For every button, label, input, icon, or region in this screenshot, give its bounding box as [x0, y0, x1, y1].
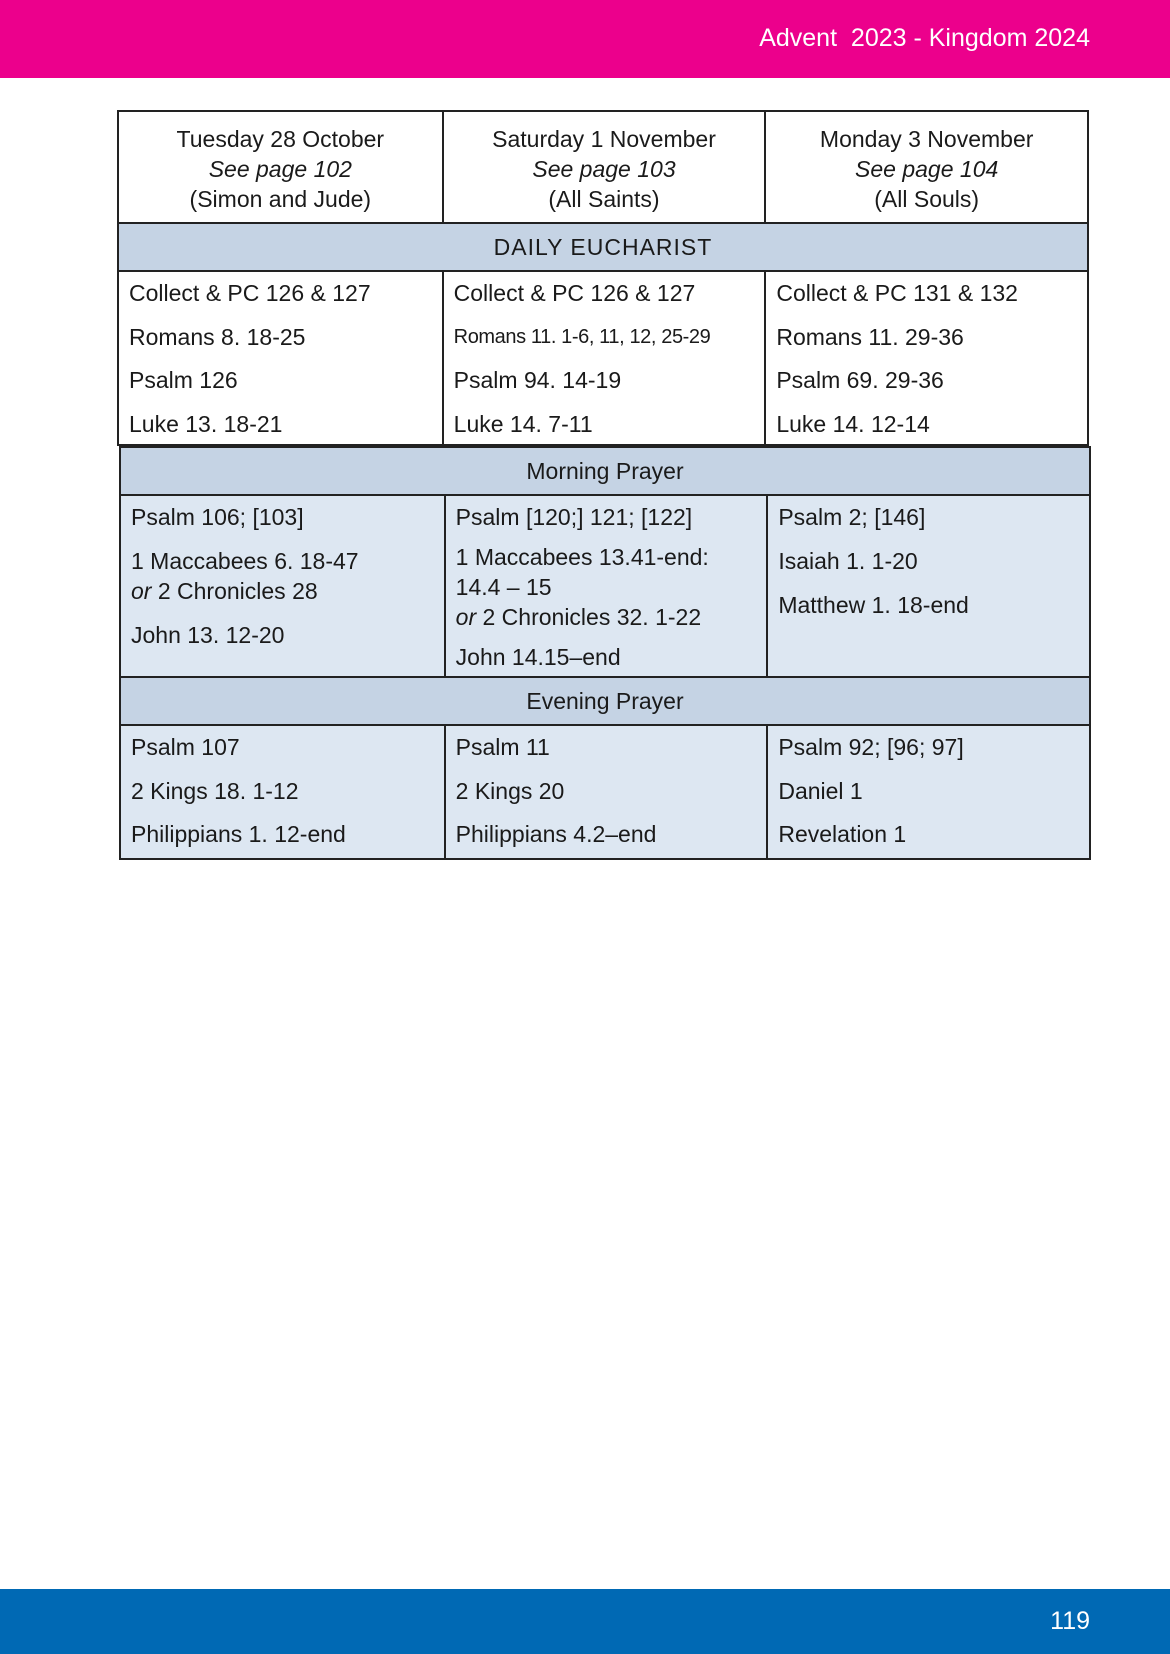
second-reading: Revelation 1 — [778, 821, 907, 847]
prayer-block — [119, 446, 1091, 860]
second-reading: Philippians 4.2–end — [455, 821, 657, 847]
footer-band — [0, 1589, 1170, 1654]
gospel: John 13. 12-20 — [131, 622, 285, 648]
column-feast: (Simon and Jude) — [189, 186, 372, 212]
first-reading: Isaiah 1. 1-20 — [778, 548, 918, 574]
eucharist-cell-3 — [764, 272, 1087, 444]
eucharist-cell-1 — [119, 272, 442, 444]
column-header-1 — [119, 112, 442, 222]
alternative-reading — [131, 576, 444, 606]
first-reading: 2 Kings 18. 1-12 — [131, 777, 299, 804]
first-reading: 2 Kings 20 — [455, 777, 565, 804]
psalm: Psalm 106; [103] — [131, 504, 304, 530]
or-label: or — [455, 604, 477, 630]
first-reading: Daniel 1 — [778, 777, 863, 804]
evening-prayer-row — [119, 726, 1091, 860]
evening-cell-1 — [121, 726, 444, 858]
gospel: Matthew 1. 18-end — [778, 592, 969, 618]
collect: Collect & PC 131 & 132 — [776, 280, 1018, 306]
column-day: Saturday 1 November — [492, 126, 716, 152]
column-see-page: See page 104 — [855, 156, 999, 182]
psalm: Psalm 11 — [455, 734, 550, 760]
lectionary-table — [117, 110, 1089, 860]
gospel: Luke 13. 18-21 — [129, 410, 283, 437]
column-day: Tuesday 28 October — [176, 126, 385, 152]
column-feast: (All Souls) — [874, 186, 980, 212]
psalm: Psalm 69. 29-36 — [776, 367, 944, 393]
first-reading: 1 Maccabees 13.41-end: — [455, 544, 709, 570]
psalm: Psalm 126 — [129, 367, 238, 393]
alternative-text: 2 Chronicles 32. 1-22 — [482, 604, 702, 630]
column-header-3 — [764, 112, 1087, 222]
epistle: Romans 8. 18-25 — [129, 323, 306, 350]
morning-cell-2 — [444, 496, 767, 676]
or-label: or — [131, 578, 152, 604]
section-morning-prayer: Morning Prayer — [119, 446, 1091, 496]
psalm: Psalm 92; [96; 97] — [778, 734, 964, 760]
morning-prayer-row — [119, 496, 1091, 678]
alternative-reading — [456, 602, 767, 632]
gospel: Luke 14. 7-11 — [453, 410, 593, 437]
column-feast: (All Saints) — [548, 186, 660, 212]
psalm: Psalm 94. 14-19 — [453, 367, 622, 393]
section-evening-prayer: Evening Prayer — [119, 678, 1091, 726]
gospel: John 14.15–end — [455, 644, 621, 670]
first-reading: 1 Maccabees 6. 18-47 — [131, 548, 359, 574]
page-number: 119 — [1050, 1607, 1090, 1635]
header-title: Advent 2023 - Kingdom 2024 — [759, 24, 1090, 52]
eucharist-row — [117, 272, 1089, 446]
column-see-page: See page 103 — [532, 156, 676, 182]
table-header-row — [117, 110, 1089, 224]
column-day: Monday 3 November — [819, 126, 1034, 152]
epistle: Romans 11. 1-6, 11, 12, 25-29 — [453, 325, 711, 348]
gospel: Luke 14. 12-14 — [776, 410, 930, 437]
alternative-text: 2 Chronicles 28 — [157, 578, 318, 604]
header-band — [0, 0, 1170, 78]
collect: Collect & PC 126 & 127 — [129, 280, 371, 306]
section-daily-eucharist: DAILY EUCHARIST — [117, 224, 1089, 272]
evening-cell-2 — [444, 726, 767, 858]
second-reading: Philippians 1. 12-end — [131, 821, 346, 847]
column-header-2 — [442, 112, 765, 222]
morning-cell-3 — [766, 496, 1089, 676]
first-reading-cont: 14.4 – 15 — [455, 574, 552, 600]
psalm: Psalm 2; [146] — [778, 504, 926, 530]
eucharist-cell-2 — [442, 272, 765, 444]
column-see-page: See page 102 — [208, 156, 352, 182]
collect: Collect & PC 126 & 127 — [453, 280, 696, 306]
evening-cell-3 — [766, 726, 1089, 858]
morning-cell-1 — [121, 496, 444, 676]
psalm: Psalm 107 — [131, 734, 240, 760]
psalm: Psalm [120;] 121; [122] — [455, 504, 693, 530]
epistle: Romans 11. 29-36 — [776, 323, 964, 350]
